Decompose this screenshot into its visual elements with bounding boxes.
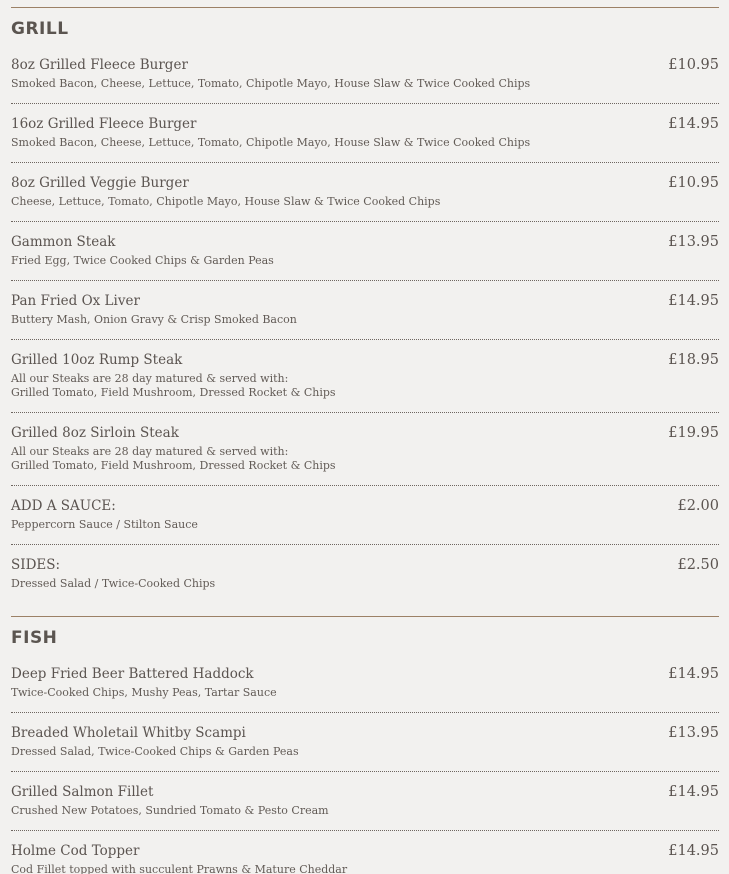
menu-item-description: Fried Egg, Twice Cooked Chips & Garden Peas (11, 254, 274, 267)
menu-item-header (11, 783, 719, 801)
menu-item-price: £2.50 (677, 557, 719, 573)
menu-item-description: Twice-Cooked Chips, Mushy Peas, Tartar Sauce (11, 686, 277, 699)
menu-item-description: Cheese, Lettuce, Tomato, Chipotle Mayo, House Slaw & Twice Cooked Chips (11, 195, 441, 208)
menu-item-price: £19.95 (668, 425, 719, 441)
menu-item (11, 292, 719, 340)
menu-item-header (11, 724, 719, 742)
menu-item-description: Smoked Bacon, Cheese, Lettuce, Tomato, Chipotle Mayo, House Slaw & Twice Cooked Chips (11, 77, 531, 90)
menu-item-header (11, 842, 719, 860)
menu-item-header (11, 174, 719, 192)
menu-item-price: £13.95 (668, 234, 719, 250)
menu-item-price: £10.95 (668, 57, 719, 73)
menu-item (11, 556, 719, 603)
menu-item-description: Cod Fillet topped with succulent Prawns & Mature Cheddar (11, 863, 348, 874)
menu-item-name: 8oz Grilled Veggie Burger (11, 175, 189, 191)
menu-item-description: Smoked Bacon, Cheese, Lettuce, Tomato, Chipotle Mayo, House Slaw & Twice Cooked Chips (11, 136, 531, 149)
menu-item (11, 497, 719, 545)
section-title: FISH (11, 628, 58, 648)
menu-item (11, 724, 719, 772)
menu-item-price: £14.95 (668, 784, 719, 800)
menu-item (11, 842, 719, 874)
menu-item (11, 783, 719, 831)
menu-item-price: £14.95 (668, 116, 719, 132)
menu-item-price: £10.95 (668, 175, 719, 191)
menu-item-price: £2.00 (677, 498, 719, 514)
menu-item-description: Peppercorn Sauce / Stilton Sauce (11, 518, 198, 531)
menu-item-description: Buttery Mash, Onion Gravy & Crisp Smoked Bacon (11, 313, 297, 326)
menu-item-description: Dressed Salad / Twice-Cooked Chips (11, 577, 216, 590)
menu-item-header (11, 497, 719, 515)
menu-item-name: 16oz Grilled Fleece Burger (11, 116, 197, 132)
menu-item-price: £14.95 (668, 666, 719, 682)
menu-item (11, 424, 719, 486)
menu-item-name: ADD A SAUCE: (11, 498, 116, 514)
menu-item-name: SIDES: (11, 557, 61, 573)
section-title: GRILL (11, 19, 69, 39)
menu-item-price: £14.95 (668, 293, 719, 309)
menu-item-name: 8oz Grilled Fleece Burger (11, 57, 188, 73)
menu-item-header (11, 424, 719, 442)
menu-item-header (11, 665, 719, 683)
menu-item (11, 233, 719, 281)
menu-item (11, 115, 719, 163)
menu-item-header (11, 233, 719, 251)
menu-item-header (11, 56, 719, 74)
menu-item-name: Deep Fried Beer Battered Haddock (11, 666, 254, 682)
menu-item (11, 56, 719, 104)
menu-item-name: Gammon Steak (11, 234, 116, 250)
menu-item-header (11, 292, 719, 310)
menu-item-description: All our Steaks are 28 day matured & served with: Grilled Tomato, Field Mushroom, Dressed Rocket & Chips (11, 445, 336, 472)
menu-item-description: Dressed Salad, Twice-Cooked Chips & Garden Peas (11, 745, 299, 758)
menu-item-description: All our Steaks are 28 day matured & served with: Grilled Tomato, Field Mushroom, Dressed Rocket & Chips (11, 372, 336, 399)
menu-item-description: Crushed New Potatoes, Sundried Tomato & Pesto Cream (11, 804, 329, 817)
menu-item-name: Pan Fried Ox Liver (11, 293, 140, 309)
menu-item-header (11, 556, 719, 574)
menu-item-name: Breaded Wholetail Whitby Scampi (11, 725, 246, 741)
menu (11, 7, 719, 874)
menu-item-header (11, 115, 719, 133)
menu-item-header (11, 351, 719, 369)
menu-item-name: Holme Cod Topper (11, 843, 140, 859)
menu-item-name: Grilled 8oz Sirloin Steak (11, 425, 179, 441)
menu-item-price: £13.95 (668, 725, 719, 741)
menu-item-name: Grilled Salmon Fillet (11, 784, 154, 800)
menu-item (11, 665, 719, 713)
menu-item-price: £14.95 (668, 843, 719, 859)
menu-item (11, 351, 719, 413)
menu-item (11, 174, 719, 222)
menu-item-name: Grilled 10oz Rump Steak (11, 352, 183, 368)
menu-item-price: £18.95 (668, 352, 719, 368)
